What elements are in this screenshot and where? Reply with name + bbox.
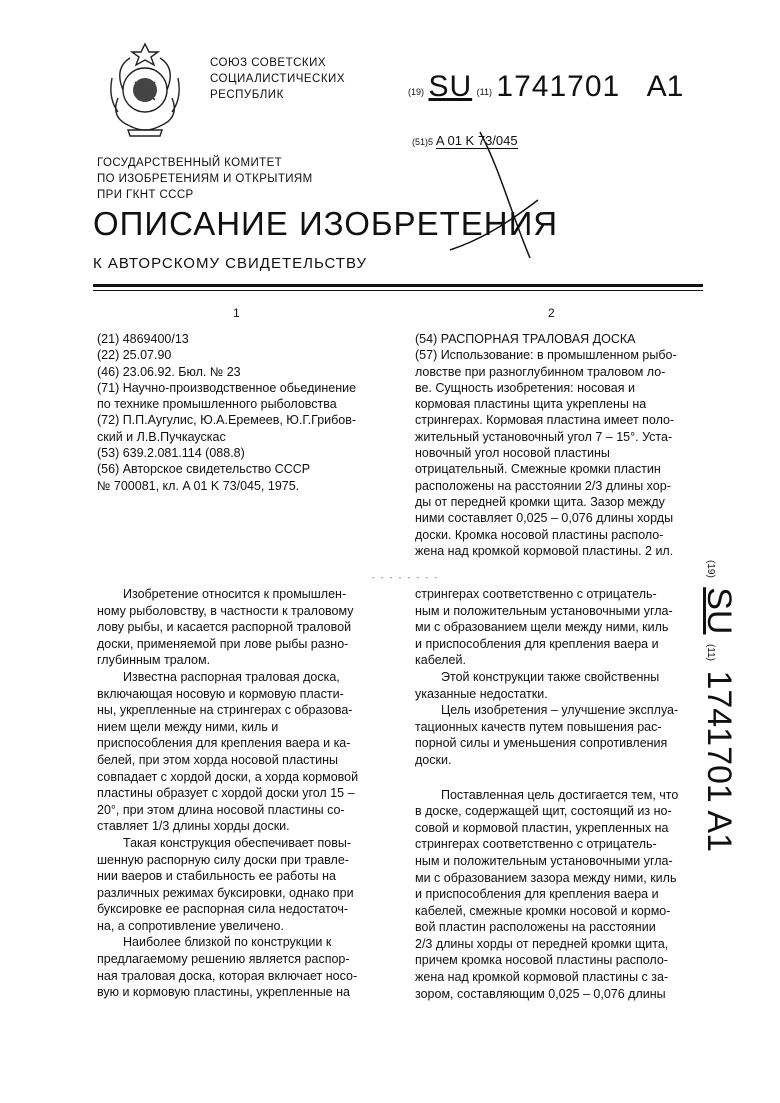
side-stamp bbox=[700, 560, 758, 870]
body-column-left bbox=[97, 586, 387, 1001]
document-subtitle: К АВТОРСКОМУ СВИДЕТЕЛЬСТВУ bbox=[93, 255, 368, 272]
document-title: ОПИСАНИЕ ИЗОБРЕТЕНИЯ bbox=[93, 205, 559, 242]
body-line: кабелей, смежные кромки носовой и кормо- bbox=[415, 903, 671, 918]
country-code: SU bbox=[428, 70, 473, 103]
ipc-value: A 01 K 73/045 bbox=[435, 133, 518, 148]
body-line: вой пластин расположены на расстоянии bbox=[415, 920, 656, 935]
biblio-line: (21) 4869400/13 bbox=[97, 332, 189, 346]
body-line: ному рыболовству, в частности к траловому bbox=[97, 603, 354, 618]
body-line: совпадает с хордой доски, а хорда кормовой bbox=[97, 769, 359, 784]
body-line: 20°, при этом длина носовой пластины со- bbox=[97, 802, 345, 817]
body-line: Поставленная цель достигается тем, что bbox=[441, 787, 679, 802]
body-line: буксировке ее распорная сила недостаточ- bbox=[97, 902, 349, 917]
body-line: нием щели между ними, киль и bbox=[97, 719, 279, 734]
side-kind: A1 bbox=[700, 810, 738, 852]
abstract-line: (54) РАСПОРНАЯ ТРАЛОВАЯ ДОСКА bbox=[415, 332, 636, 346]
side-code-11: (11) bbox=[705, 643, 716, 661]
body-paragraph bbox=[97, 586, 387, 669]
code-19: (19) bbox=[408, 86, 425, 97]
body-line: белей, при этом хорда носовой пластины bbox=[97, 752, 339, 767]
country-name bbox=[210, 55, 345, 103]
header-rule bbox=[93, 284, 703, 287]
body-line: доски, применяемой при лове рыбы разно- bbox=[97, 636, 349, 651]
body-line: нии ваеров и стабильность ее работы на bbox=[97, 869, 336, 884]
biblio-line: (71) Научно-производственное обьединение bbox=[97, 380, 357, 395]
body-line: Наиболее близкой по конструкции к bbox=[123, 935, 332, 950]
body-line: включающая носовую и кормовую пласти- bbox=[97, 686, 344, 701]
column-number-left: 1 bbox=[233, 306, 240, 320]
publication-number bbox=[408, 70, 683, 104]
body-line: и приспособления для крепления ваера и bbox=[415, 636, 659, 651]
body-line: и приспособления для крепления ваера и bbox=[415, 887, 659, 902]
abstract-line: ними составляет 0,025 – 0,076 длины хорды bbox=[415, 511, 674, 526]
body-paragraph bbox=[415, 586, 705, 669]
body-line: стрингерах соответственно с отрицатель- bbox=[415, 837, 657, 852]
body-line: Известна распорная траловая доска, bbox=[123, 669, 340, 684]
country-line: СОЮЗ СОВЕТСКИХ bbox=[210, 57, 327, 69]
body-paragraph bbox=[415, 787, 705, 1003]
country-line: РЕСПУБЛИК bbox=[210, 89, 284, 101]
side-code-19: (19) bbox=[705, 560, 716, 578]
body-line: ставляет 1/3 длины хорды доски. bbox=[97, 819, 290, 834]
abstract-line: жительный установочный угол 7 – 15°. Уста- bbox=[415, 429, 673, 444]
body-line: предлагаемому решению является распор- bbox=[97, 952, 350, 967]
bibliographic-data bbox=[97, 331, 397, 494]
body-line: ми с образованием зазора между ними, киль bbox=[415, 870, 677, 885]
body-paragraph bbox=[415, 669, 705, 702]
abstract-line: новочный угол носовой пластины bbox=[415, 446, 610, 461]
ipc-code-label: (51)5 bbox=[412, 137, 434, 147]
abstract bbox=[415, 331, 705, 559]
side-country: SU bbox=[700, 587, 738, 635]
abstract-line: жена над кромкой кормовой пластины. 2 ил. bbox=[415, 543, 674, 558]
body-paragraph bbox=[415, 702, 705, 768]
body-line: причем кромка носовой пластины располо- bbox=[415, 953, 668, 968]
body-paragraph bbox=[97, 934, 387, 1000]
body-column-right bbox=[415, 586, 705, 1002]
ussr-emblem-icon bbox=[100, 38, 190, 138]
body-line: ная траловая доска, которая включает носо- bbox=[97, 968, 358, 983]
body-line: шенную распорную силу доски при травле- bbox=[97, 852, 349, 867]
column-number-right: 2 bbox=[548, 306, 555, 320]
code-11: (11) bbox=[476, 86, 492, 97]
biblio-line: по технике промышленного рыболовства bbox=[97, 397, 337, 412]
body-line: на, а сопротивление увеличено. bbox=[97, 918, 284, 933]
abstract-line: ды от передней кромки щита. Зазор между bbox=[415, 494, 665, 509]
body-line: жена над кромкой кормовой пластины с за- bbox=[415, 970, 669, 985]
biblio-line: (72) П.П.Аугулис, Ю.А.Еремеев, Ю.Г.Грибов- bbox=[97, 413, 357, 428]
body-paragraph bbox=[97, 669, 387, 835]
body-line: 2/3 длины хорды от передней кромки щита, bbox=[415, 936, 669, 951]
body-line: Цель изобретения – улучшение эксплуа- bbox=[441, 703, 679, 718]
body-line: Такая конструкция обеспечивает повы- bbox=[123, 835, 351, 850]
body-line: совой и кормовой пластин, укрепленных на bbox=[415, 820, 669, 835]
body-line: ми с образованием щели между ними, киль bbox=[415, 620, 669, 635]
body-line: пластины образует с хордой доски угол 15 – bbox=[97, 786, 355, 801]
body-line: вую и кормовую пластины, укрепленные на bbox=[97, 985, 350, 1000]
country-line: СОЦИАЛИСТИЧЕСКИХ bbox=[210, 73, 345, 85]
body-line: кабелей. bbox=[415, 653, 466, 668]
body-line: зором, составляющим 0,025 – 0,076 длины bbox=[415, 986, 666, 1001]
committee-line: ПРИ ГКНТ СССР bbox=[97, 189, 194, 201]
body-line: ным и положительным установочными угла- bbox=[415, 853, 673, 868]
body-line: стрингерах соответственно с отрицатель- bbox=[415, 587, 657, 601]
abstract-line: доски. Кромка носовой пластины располо- bbox=[415, 527, 664, 542]
body-line: Изобретение относится к промышлен- bbox=[123, 587, 347, 601]
committee-line: ПО ИЗОБРЕТЕНИЯМ И ОТКРЫТИЯМ bbox=[97, 173, 313, 185]
abstract-line: ве. Сущность изобретения: носовая и bbox=[415, 380, 635, 395]
body-line: различных режимах буксировки, однако при bbox=[97, 885, 354, 900]
body-line: в доске, содержащей щит, состоящий из но- bbox=[415, 804, 672, 819]
biblio-line: (56) Авторское свидетельство СССР bbox=[97, 462, 311, 477]
abstract-line: кормовая пластины щита укреплены на bbox=[415, 397, 647, 412]
body-line: порной силы и уменьшения сопротивления bbox=[415, 736, 668, 751]
biblio-line: (53) 639.2.081.114 (088.8) bbox=[97, 446, 245, 461]
body-line: приспособления для крепления ваера и ка- bbox=[97, 736, 351, 751]
committee-name bbox=[97, 155, 313, 203]
biblio-line: (22) 25.07.90 bbox=[97, 348, 172, 363]
biblio-line: № 700081, кл. A 01 K 73/045, 1975. bbox=[97, 478, 300, 493]
biblio-line: (46) 23.06.92. Бюл. № 23 bbox=[97, 364, 241, 379]
body-paragraph bbox=[97, 835, 387, 935]
abstract-line: расположены на расстоянии 2/3 длины хор- bbox=[415, 478, 671, 493]
header-rule-thin bbox=[93, 290, 703, 291]
patent-number: 1741701 bbox=[496, 70, 621, 103]
abstract-line: ловстве при разноглубинном траловом ло- bbox=[415, 364, 666, 379]
body-line: указанные недостатки. bbox=[415, 686, 548, 701]
kind-code: A1 bbox=[646, 70, 684, 103]
body-line: тационных качеств путем повышения рас- bbox=[415, 719, 662, 734]
committee-line: ГОСУДАРСТВЕННЫЙ КОМИТЕТ bbox=[97, 157, 283, 169]
body-line: доски. bbox=[415, 752, 452, 767]
side-number: 1741701 bbox=[700, 670, 738, 803]
body-line: Этой конструкции также свойственны bbox=[441, 669, 660, 684]
body-line: глубинным тралом. bbox=[97, 653, 211, 668]
abstract-line: отрицательный. Смежные кромки пластин bbox=[415, 462, 661, 477]
body-line: ны, укрепленные на стрингерах с образова- bbox=[97, 703, 353, 718]
abstract-line: (57) Использование: в промышленном рыбо- bbox=[415, 348, 677, 363]
abstract-line: стрингерах. Кормовая пластина имеет поло- bbox=[415, 413, 675, 428]
biblio-line: ский и Л.В.Пучкаускас bbox=[97, 429, 226, 444]
body-line: лову рыбы, и касается распорной траловой bbox=[97, 620, 352, 635]
body-line: ным и положительным установочными угла- bbox=[415, 603, 673, 618]
section-separator: - - - - - - - - bbox=[372, 573, 439, 582]
